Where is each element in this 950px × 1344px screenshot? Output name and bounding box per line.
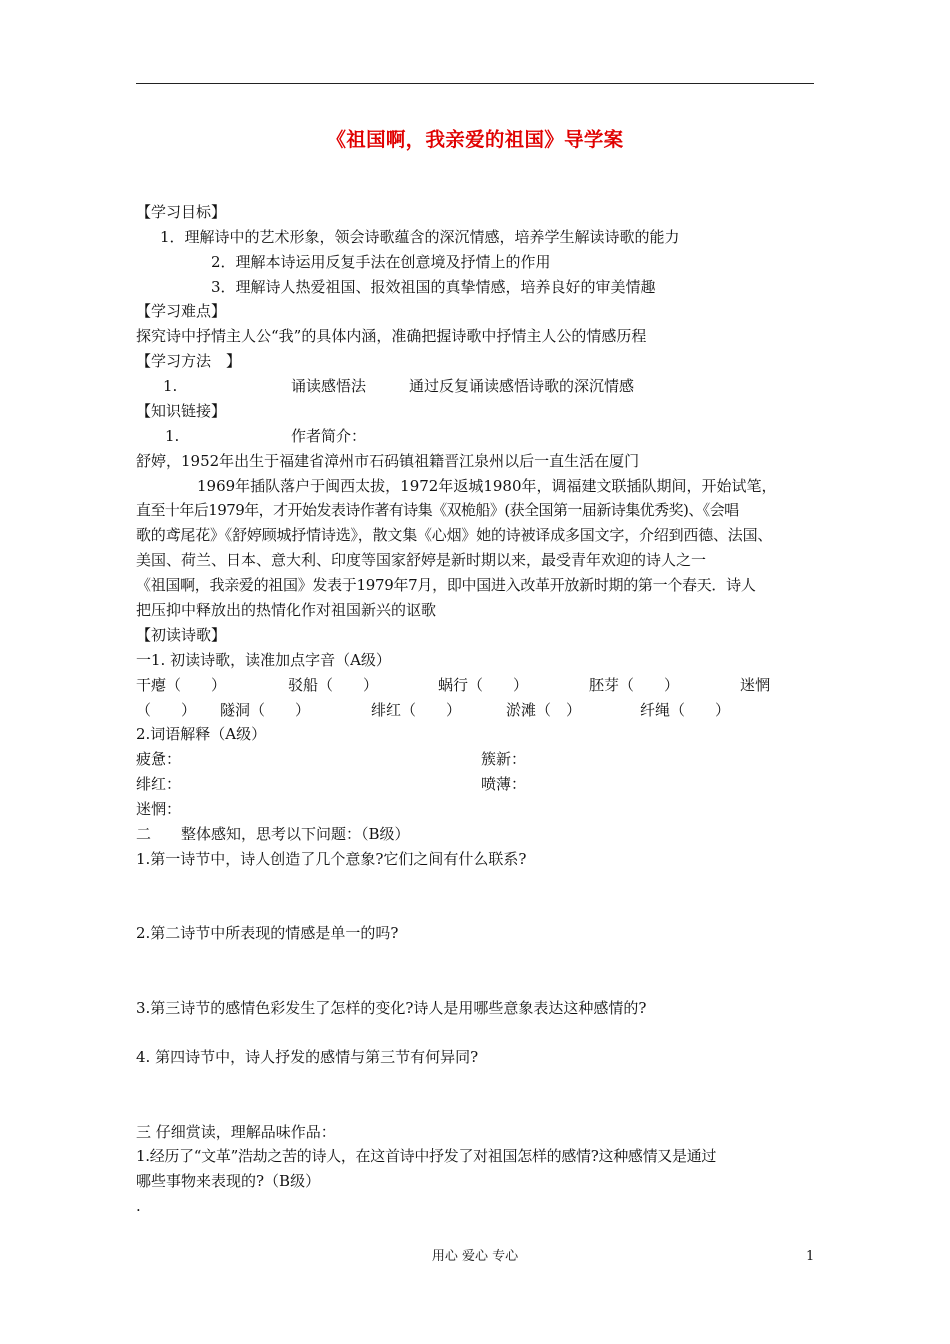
vocab-term: 疲惫： [136, 750, 182, 768]
author-bio-line: 美国、荷兰、日本、意大利、印度等国家舒婷是新时期以来，最受青年欢迎的诗人之一 [136, 551, 707, 569]
author-bio-line: 直至十年后1979年，才开始发表诗作著有诗集《双桅船》(获全国第一届新诗集优秀奖)、《会唱 [136, 501, 739, 519]
objective-item-1: 1．理解诗中的艺术形象，领会诗歌蕴含的深沉情感，培养学生解读诗歌的能力 [160, 228, 680, 246]
overall-question: 1.第一诗节中，诗人创造了几个意象?它们之间有什么联系? [136, 850, 527, 868]
difficulty-heading: 【学习难点】 [136, 302, 227, 320]
method-name: 诵读感悟法 [291, 377, 367, 395]
appreciation-question-line: 哪些事物来表现的?（B级） [136, 1172, 321, 1190]
overall-heading: 二 整体感知，思考以下问题：（B级） [136, 825, 410, 843]
pronunciation-item: 蜗行（ ） [438, 676, 529, 694]
knowledge-heading: 【知识链接】 [136, 402, 227, 420]
pronunciation-item: 驳船（ ） [288, 676, 379, 694]
pronunciation-item: 隧洞（ ） [220, 701, 311, 719]
first-reading-task-2: 2.词语解释（A级） [136, 725, 267, 743]
vocab-term: 簇新： [481, 750, 527, 768]
vocab-term: 绯红： [136, 775, 182, 793]
overall-question: 3.第三诗节的感情色彩发生了怎样的变化?诗人是用哪些意象表达这种感情的? [136, 999, 647, 1017]
difficulty-text: 探究诗中抒情主人公“我”的具体内涵，准确把握诗歌中抒情主人公的情感历程 [136, 327, 647, 345]
page-number: 1 [806, 1249, 815, 1264]
objectives-heading: 【学习目标】 [136, 203, 227, 221]
pronunciation-item: 干瘪（ ） [136, 676, 227, 694]
vocab-term: 喷薄： [481, 775, 527, 793]
appreciation-question-line: 1.经历了“文革”浩劫之苦的诗人，在这首诗中抒发了对祖国怎样的感情?这种感情又是通过 [136, 1147, 717, 1165]
author-bio-line: 1969年插队落户于闽西太拔，1972年返城1980年，调福建文联插队期间，开始试笔， [197, 477, 777, 495]
overall-question: 4. 第四诗节中，诗人抒发的感情与第三节有何异同? [136, 1048, 479, 1066]
document-title: 《祖国啊，我亲爱的祖国》导学案 [326, 128, 624, 151]
appreciation-heading: 三 仔细赏读，理解品味作品： [136, 1123, 336, 1141]
pronunciation-item: 绯红（ ） [371, 701, 462, 719]
objective-item-2: 2．理解本诗运用反复手法在创意境及抒情上的作用 [211, 253, 551, 271]
author-intro-label: 作者简介： [291, 427, 367, 445]
pronunciation-item: （ ） [136, 701, 197, 719]
method-heading: 【学习方法 】 [136, 352, 242, 370]
pronunciation-item: 胚芽（ ） [589, 676, 680, 694]
pronunciation-item: 纤绳（ ） [640, 701, 731, 719]
header-rule [136, 83, 814, 84]
author-bio-line: 《祖国啊，我亲爱的祖国》发表于1979年7月，即中国进入改革开放新时期的第一个春天．诗人 [136, 576, 756, 594]
pronunciation-item: 淤滩（ ） [506, 701, 582, 719]
objective-item-3: 3．理解诗人热爱祖国、报效祖国的真挚情感，培养良好的审美情趣 [211, 278, 656, 296]
first-reading-task-1: 一1. 初读诗歌，读准加点字音（A级） [136, 651, 391, 669]
trailing-mark: . [136, 1197, 141, 1215]
author-bio-line: 把压抑中释放出的热情化作对祖国新兴的讴歌 [136, 601, 437, 619]
pronunciation-item: 迷惘 [740, 676, 771, 694]
overall-question: 2.第二诗节中所表现的情感是单一的吗? [136, 924, 399, 942]
page-footer: 用心 爱心 专心 [431, 1249, 519, 1264]
method-number: 1. [163, 377, 178, 395]
author-bio-line: 舒婷，1952年出生于福建省漳州市石码镇祖籍晋江泉州以后一直生活在厦门 [136, 452, 640, 470]
vocab-term: 迷惘： [136, 800, 182, 818]
method-description: 通过反复诵读感悟诗歌的深沉情感 [409, 377, 635, 395]
knowledge-number: 1. [165, 427, 180, 445]
author-bio-line: 歌的鸢尾花》《舒婷顾城抒情诗选》，散文集《心烟》她的诗被译成多国文字，介绍到西德、法国、 [136, 526, 773, 544]
first-reading-heading: 【初读诗歌】 [136, 626, 227, 644]
